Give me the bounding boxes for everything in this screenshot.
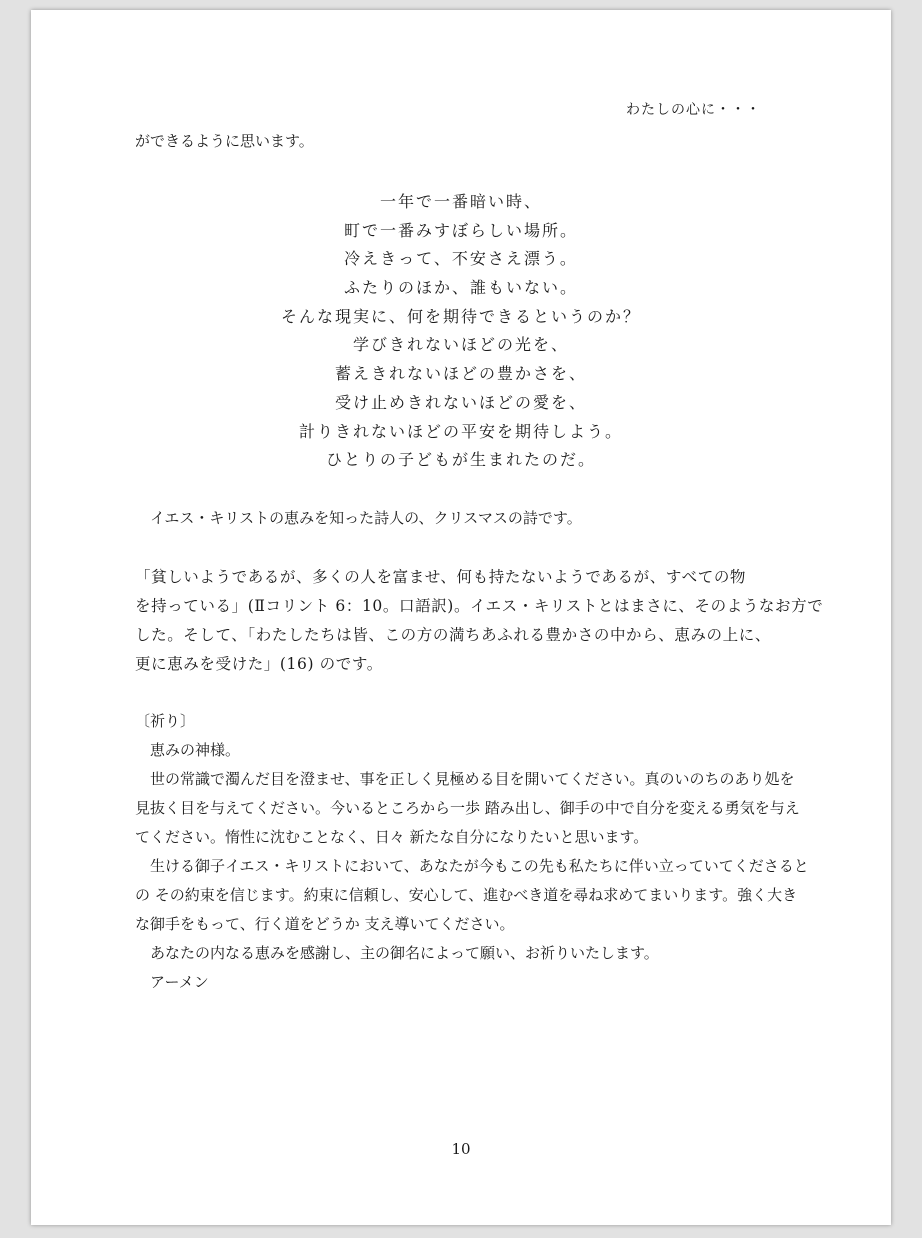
running-header: わたしの心に・・・ — [626, 102, 761, 118]
poem-line: 計りきれないほどの平安を期待しよう。 — [298, 421, 623, 441]
prayer-line: てください。惰性に沈むことなく、日々 新たな自分になりたいと思います。 — [135, 828, 649, 846]
intro-line: ができるように思います。 — [135, 132, 314, 150]
quote-line: 更に恵みを受けた」(16) のです。 — [135, 655, 383, 673]
poem-line: 冷えきって、不安さえ漂う。 — [344, 249, 578, 269]
poem-line: 学びきれないほどの光を、 — [352, 335, 569, 355]
prayer-line: あなたの内なる恵みを感謝し、主の御名によって願い、お祈りいたします。 — [150, 944, 659, 962]
quote-line: 「貧しいようであるが、多くの人を富ませ、何も持たないようであるが、すべての物 — [135, 568, 747, 586]
prayer-line: 恵みの神様。 — [150, 741, 241, 759]
poem-line: 蓄えきれないほどの豊かさを、 — [334, 364, 587, 384]
prayer-line: 生ける御子イエス・キリストにおいて、あなたが今もこの先も私たちに伴い立っていてくださると — [150, 857, 809, 875]
quote-line: した。そして、「わたしたちは皆、この方の満ちあふれる豊かさの中から、恵みの上に、 — [135, 626, 771, 644]
prayer-line: な御手をもって、行く道をどうか 支え導いてください。 — [135, 915, 515, 933]
prayer-line: の その約束を信じます。約束に信頼し、安心して、進むべき道を尋ね求めてまいります。強く大き — [135, 886, 798, 904]
poem — [31, 188, 891, 475]
page-number: 10 — [451, 1140, 471, 1158]
scripture-quote — [135, 563, 824, 679]
poem-line: ひとりの子どもが生まれたのだ。 — [325, 450, 596, 470]
prayer-line: 見抜く目を与えてください。今いるところから一歩 踏み出し、御手の中で自分を変える勇気を与え — [135, 799, 800, 817]
poem-line: 町で一番みすぼらしい場所。 — [343, 220, 578, 240]
prayer-line: アーメン — [150, 973, 209, 991]
poem-line: 一年で一番暗い時、 — [379, 192, 542, 211]
document-page — [31, 10, 891, 1225]
prayer-line: 世の常識で濁んだ目を澄ませ、事を正しく見極める目を開いてください。真のいのちのあり処を — [150, 770, 795, 788]
poem-caption: イエス・キリストの恵みを知った詩人の、クリスマスの詩です。 — [150, 509, 582, 527]
prayer-section — [135, 707, 809, 997]
poem-line: そんな現実に、何を期待できるというのか？ — [280, 306, 641, 326]
quote-line: を持っている」(Ⅱコリント 6：10。口語訳)。イエス・キリストとはまさに、そのようなお方で — [135, 597, 824, 615]
poem-line: ふたりのほか、誰もいない。 — [343, 278, 578, 298]
poem-line: 受け止めきれないほどの愛を、 — [334, 392, 587, 412]
prayer-heading: 〔祈り〕 — [135, 712, 196, 730]
